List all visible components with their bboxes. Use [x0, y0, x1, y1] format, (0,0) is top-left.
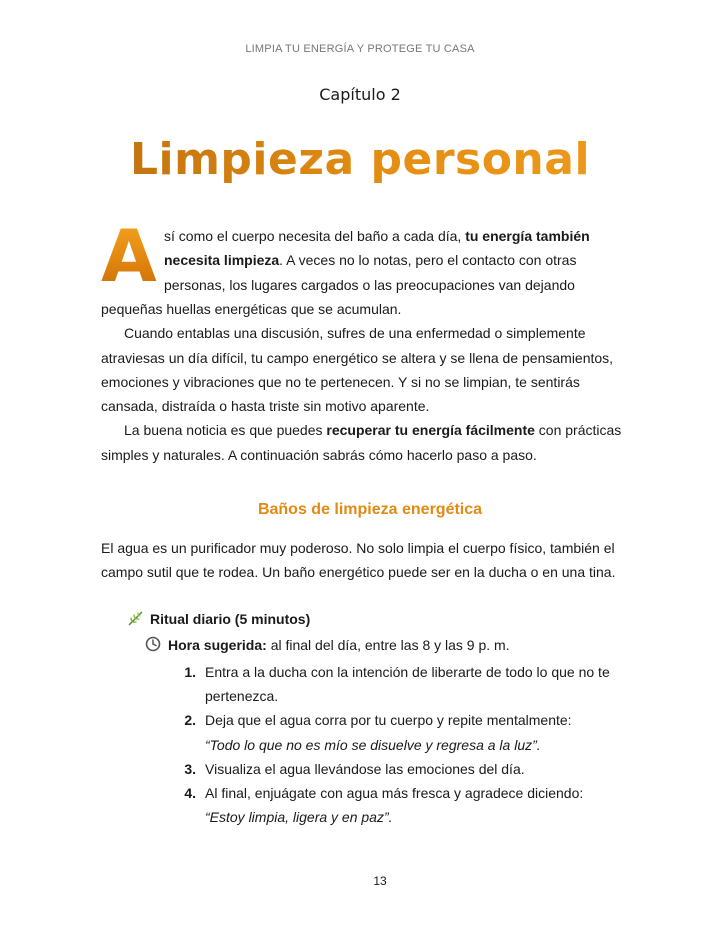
bold-text: Hora sugerida: — [168, 637, 267, 653]
step-number: 2. — [184, 712, 196, 728]
suggested-time — [168, 636, 510, 654]
running-header: LIMPIA TU ENERGÍA Y PROTEGE TU CASA — [245, 43, 475, 55]
step-number: 3. — [184, 761, 196, 777]
text-line: emociones y vibraciones que no te pertenecen. Y si no se limpian, te sentirás — [101, 374, 580, 390]
drop-cap: A — [101, 214, 157, 298]
page-number: 13 — [373, 874, 387, 888]
section-heading: Baños de limpieza energética — [257, 501, 483, 518]
step-text: Visualiza el agua llevándose las emociones del día. — [205, 761, 525, 777]
bold-text: recuperar tu energía fácilmente — [326, 422, 535, 438]
text-line: personas, los lugares cargados o las preocupaciones van dejando — [164, 277, 575, 293]
step-text: Deja que el agua corra por tu cuerpo y repite mentalmente: — [205, 712, 572, 728]
step-text: Entra a la ducha con la intención de liberarte de todo lo que no te — [205, 664, 610, 680]
text-run: La buena noticia es que puedes — [124, 422, 327, 438]
chapter-title: Limpieza personal — [0, 134, 720, 185]
bold-text: Ritual diario (5 minutos) — [150, 611, 311, 627]
text-line: Cuando entablas una discusión, sufres de una enfermedad o simplemente — [124, 325, 586, 341]
text-line: El agua es un purificador muy poderoso. No solo limpia el cuerpo físico, también el — [101, 540, 615, 556]
text-line: atraviesas un día difícil, tu campo energético se altera y se llena de pensamientos, — [101, 350, 614, 366]
text-run: . A veces no lo notas, pero el contacto con otras — [279, 252, 577, 268]
text-run: al final del día, entre las 8 y las 9 p. m. — [266, 637, 510, 653]
text-run: con prácticas — [534, 422, 622, 438]
herb-icon — [127, 610, 144, 627]
ritual-title — [150, 610, 310, 628]
clock-icon — [145, 636, 161, 652]
text-line — [124, 421, 621, 439]
text-line: pequeñas huellas energéticas que se acumulan. — [101, 301, 402, 317]
step-text — [205, 808, 393, 826]
step-number: 1. — [184, 664, 196, 680]
text-line: simples y naturales. A continuación sabrás cómo hacerlo paso a paso. — [101, 447, 537, 463]
bold-text: tu energía también — [465, 228, 590, 244]
step-number: 4. — [184, 785, 196, 801]
chapter-label: Capítulo 2 — [319, 85, 401, 104]
step-text — [205, 736, 541, 754]
italic-quote: “Todo lo que no es mío se disuelve y regresa a la luz”. — [205, 737, 541, 753]
text-line: cansada, distraída o hasta triste sin motivo aparente. — [101, 398, 430, 414]
italic-quote: “Estoy limpia, ligera y en paz”. — [205, 809, 393, 825]
text-line: campo sutil que te rodea. Un baño energético puede ser en la ducha o en una tina. — [101, 564, 616, 580]
text-line — [164, 227, 590, 245]
step-text: pertenezca. — [205, 688, 279, 704]
bold-text: necesita limpieza — [164, 252, 280, 268]
step-text: Al final, enjuágate con agua más fresca y agradece diciendo: — [205, 785, 584, 801]
text-line — [164, 251, 576, 269]
text-run: sí como el cuerpo necesita del baño a cada día, — [164, 228, 466, 244]
